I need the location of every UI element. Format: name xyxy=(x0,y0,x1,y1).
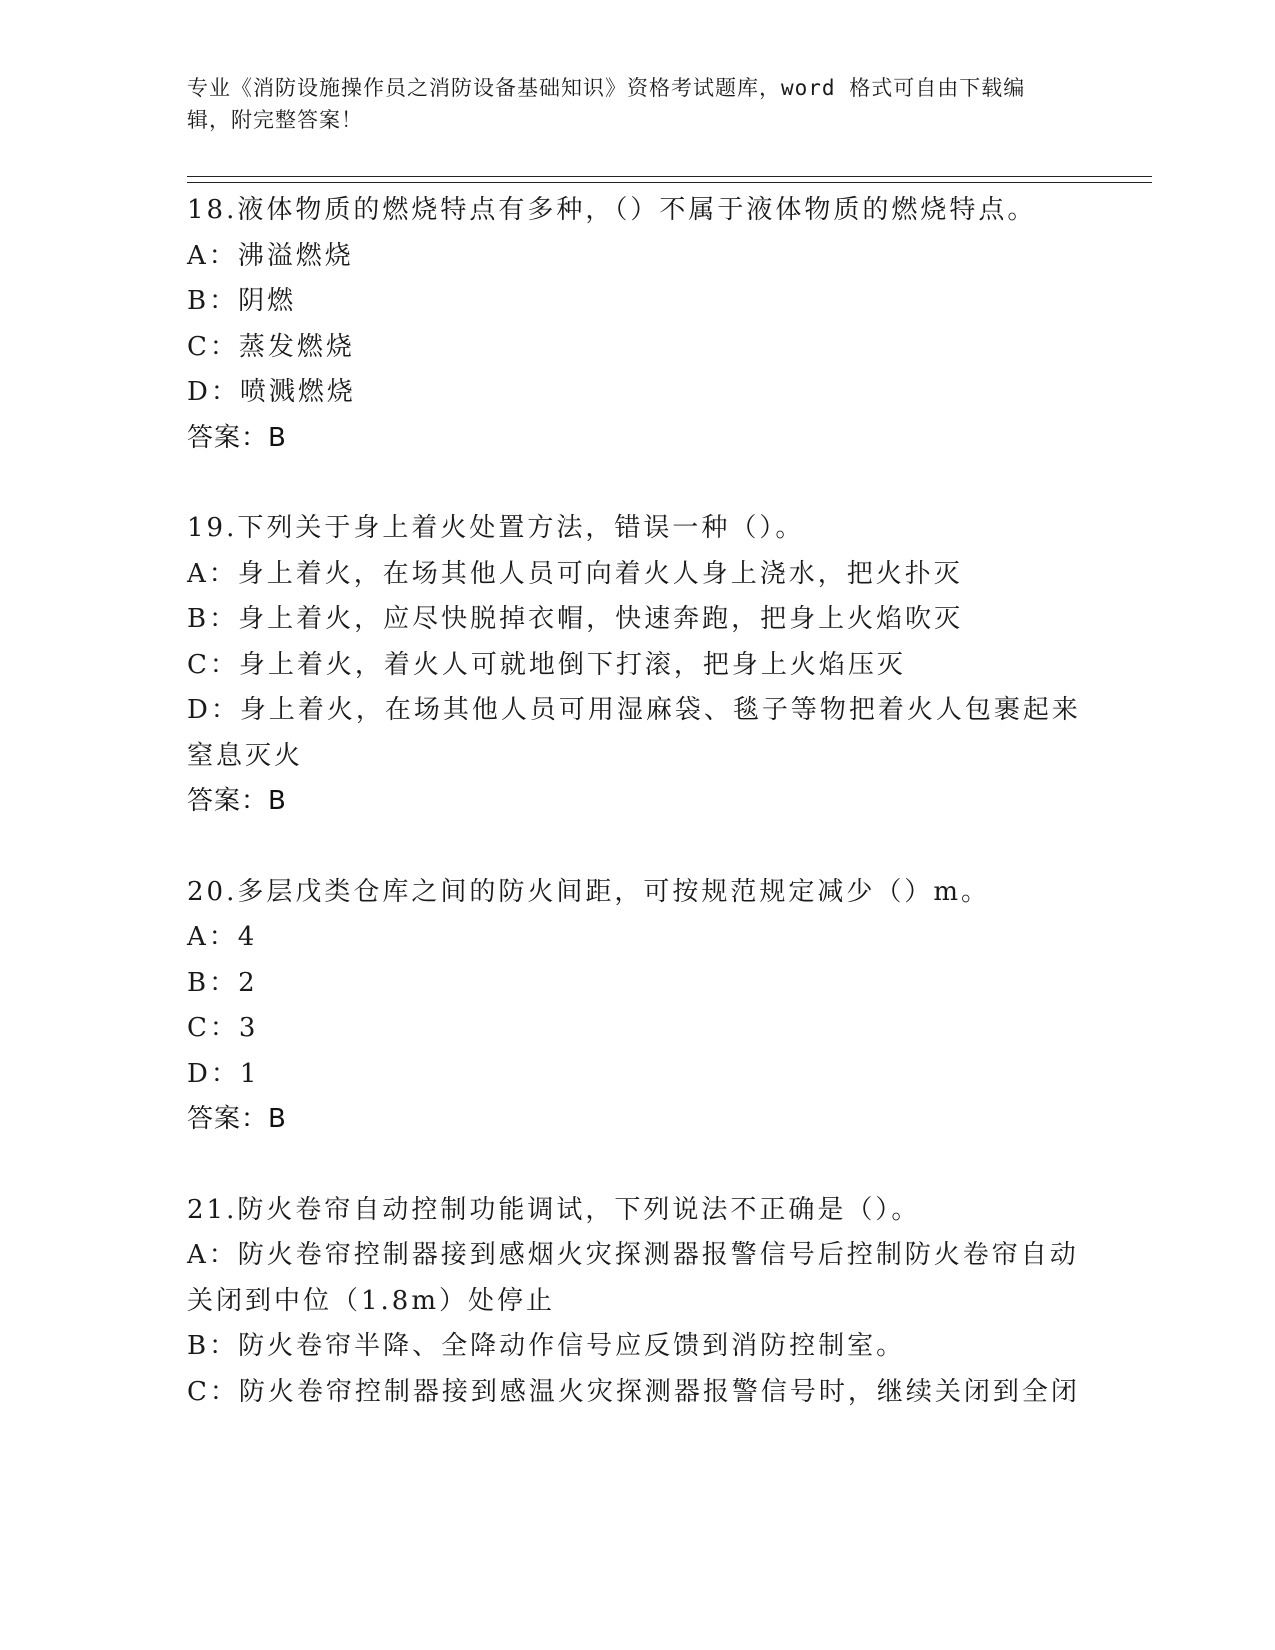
option-d: D：身上着火，在场其他人员可用湿麻袋、毯子等物把着火人包裹起来窒息灭火 xyxy=(187,695,1081,771)
question-21 xyxy=(187,1188,1087,1416)
answer-line: 答案：B xyxy=(187,422,287,453)
option-b: B：阴燃 xyxy=(187,286,297,316)
document-header: 专业《消防设施操作员之消防设备基础知识》资格考试题库，word 格式可自由下载编辑，附完整答案！ xyxy=(187,76,1026,132)
option-c: C：身上着火，着火人可就地倒下打滚，把身上火焰压灭 xyxy=(187,649,906,680)
option-b: B：2 xyxy=(187,967,258,998)
option-d: D：喷溅燃烧 xyxy=(187,377,356,407)
question-18 xyxy=(187,188,1087,461)
question-stem: 19.下列关于身上着火处置方法，错误一种（）。 xyxy=(187,513,805,543)
option-d: D：1 xyxy=(187,1058,260,1089)
question-stem: 21.防火卷帘自动控制功能调试，下列说法不正确是（）。 xyxy=(187,1194,921,1225)
question-20 xyxy=(187,870,1087,1143)
option-a: A：身上着火，在场其他人员可向着火人身上浇水，把火扑灭 xyxy=(187,558,963,589)
question-stem: 18.液体物质的燃烧特点有多种，（）不属于液体物质的燃烧特点。 xyxy=(187,195,1037,225)
answer-line: 答案：B xyxy=(187,1104,287,1134)
option-a: A：4 xyxy=(187,922,258,952)
question-19 xyxy=(187,506,1087,825)
option-b: B：身上着火，应尽快脱掉衣帽，快速奔跑，把身上火焰吹灭 xyxy=(187,604,964,634)
option-c: C：防火卷帘控制器接到感温火灾探测器报警信号时，继续关闭到全闭 xyxy=(187,1376,1080,1407)
option-a: A：沸溢燃烧 xyxy=(187,240,354,271)
question-stem: 20.多层戊类仓库之间的防火间距，可按规范规定减少（）m。 xyxy=(187,876,991,907)
option-b: B：防火卷帘半降、全降动作信号应反馈到消防控制室。 xyxy=(187,1331,906,1361)
option-c: C：3 xyxy=(187,1013,259,1043)
question-list xyxy=(187,188,1087,1460)
option-c: C：蒸发燃烧 xyxy=(187,331,355,362)
option-a: A：防火卷帘控制器接到感烟火灾探测器报警信号后控制防火卷帘自动关闭到中位（1.8m）处停止 xyxy=(187,1240,1079,1316)
answer-line: 答案：B xyxy=(187,786,287,816)
header-divider-top xyxy=(187,176,1152,177)
header-divider-bottom xyxy=(187,182,1152,183)
